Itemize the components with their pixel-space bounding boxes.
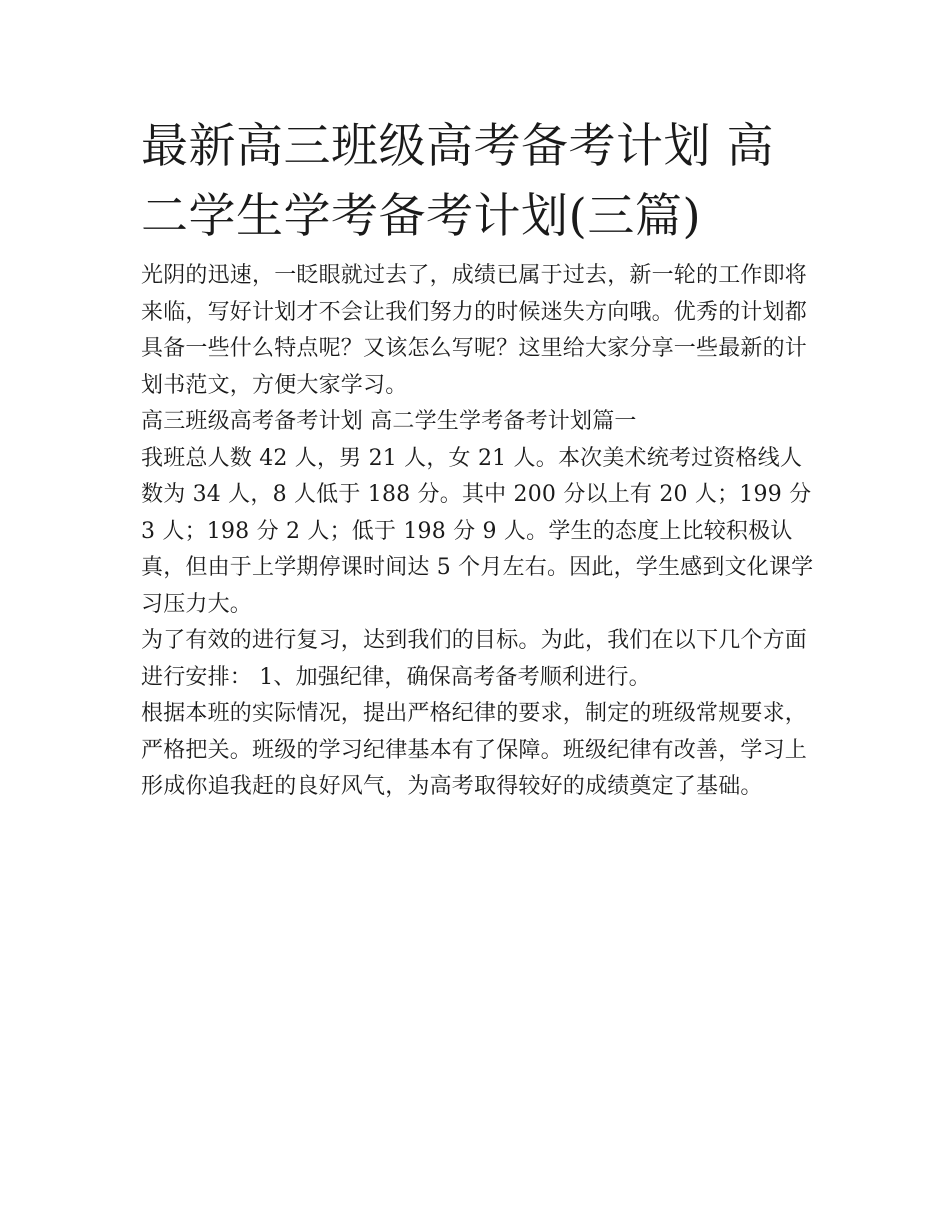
paragraph-intro: 光阴的迅速，一眨眼就过去了，成绩已属于过去，新一轮的工作即将来临，写好计划才不会让我们努力的时候迷失方向哦。优秀的计划都具备一些什么特点呢？又该怎么写呢？这里给大家分享一些最新的计划书范文，方便大家学习。 (141, 263, 808, 398)
paragraph-review-plan: 为了有效的进行复习，达到我们的目标。为此，我们在以下几个方面进行安排： 1、加强纪律，确保高考备考顺利进行。 (141, 628, 808, 690)
paragraph-class-stats: 我班总人数 42 人，男 21 人，女 21 人。本次美术统考过资格线人数为 34 人，8 人低于 188 分。其中 200 分以上有 20 人；199 分 3 人；198 分 2 人；低于 198 分 9 人。学生的态度上比较积极认真，但由于上学期停课时间达 5 个月左右。因此，学生感到文化课学习压力大。 (141, 445, 814, 617)
paragraph-discipline: 根据本班的实际情况，提出严格纪律的要求，制定的班级常规要求，严格把关。班级的学习纪律基本有了保障。班级纪律有改善，学习上形成你追我赶的良好风气，为高考取得较好的成绩奠定了基础。 (141, 701, 808, 799)
document-title: 最新高三班级高考备考计划 高二学生学考备考计划(三篇) (141, 119, 774, 244)
section-heading: 高三班级高考备考计划 高二学生学考备考计划篇一 (141, 409, 637, 434)
document-page (141, 112, 821, 806)
